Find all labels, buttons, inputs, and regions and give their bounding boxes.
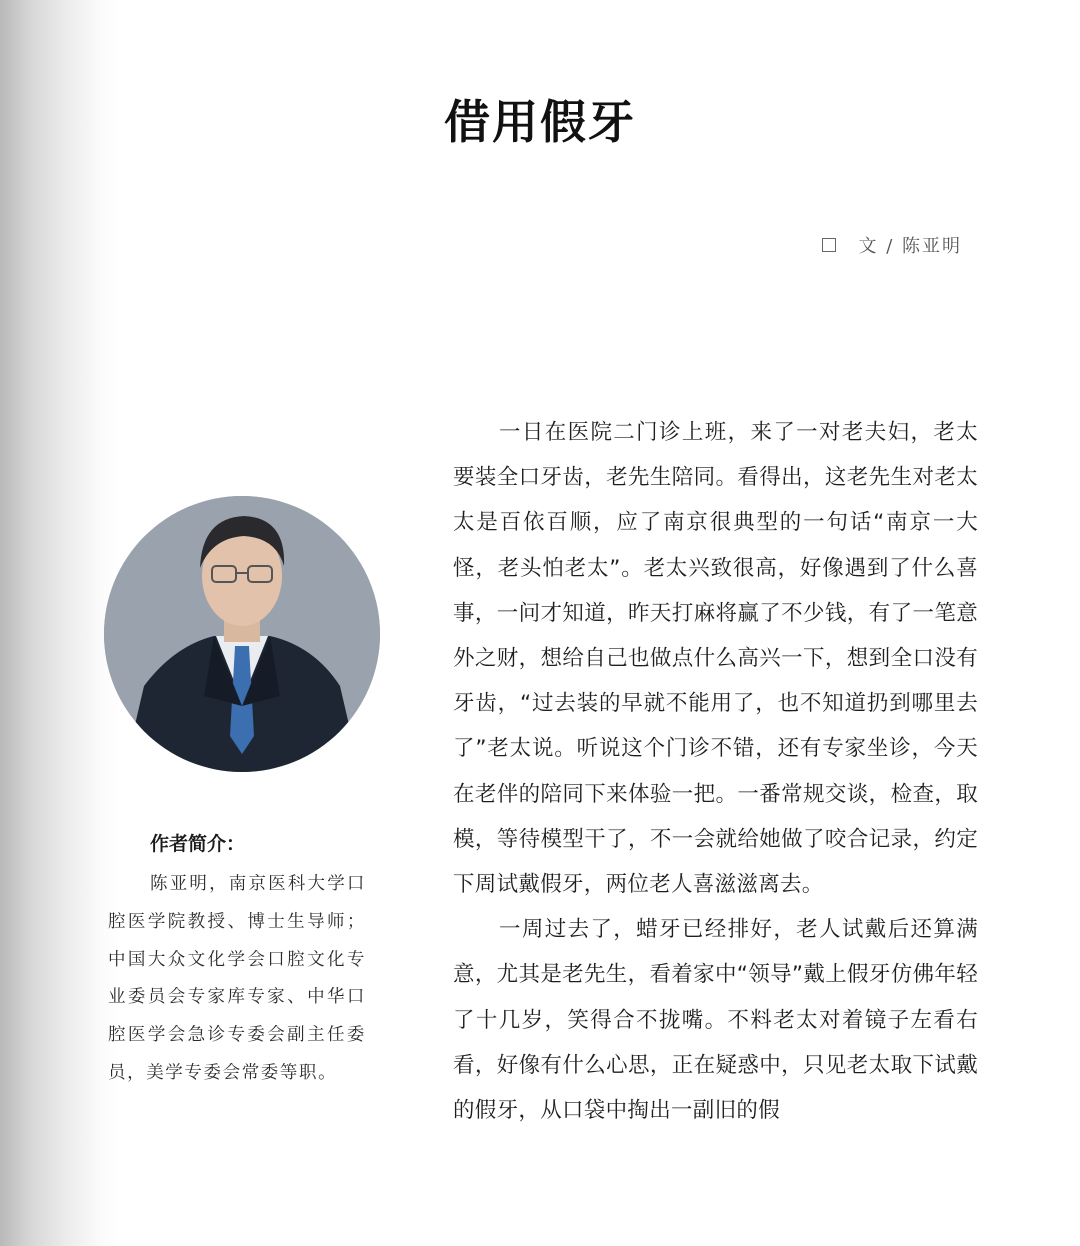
book-spine-shadow xyxy=(0,0,120,1246)
author-photo xyxy=(104,496,380,772)
article-body xyxy=(453,410,978,1133)
article-title: 借用假牙 xyxy=(444,95,636,149)
byline-text: 文 / 陈亚明 xyxy=(858,236,962,257)
author-portrait-illustration xyxy=(104,496,380,772)
body-paragraph: 一周过去了，蜡牙已经排好，老人试戴后还算满意，尤其是老先生，看着家中“领导”戴上假牙仿佛年轻了十几岁，笑得合不拢嘴。不料老太对着镜子左看右看，好像有什么心思，正在疑惑中，只见老太取下试戴的假牙，从口袋中掏出一副旧的假 xyxy=(453,917,978,1124)
author-bio-text: 陈亚明，南京医科大学口腔医学院教授、博士生导师；中国大众文化学会口腔文化专业委员会专家库专家、中华口腔医学会急诊专委会副主任委员，美学专委会常委等职。 xyxy=(108,874,366,1083)
article-byline xyxy=(822,232,962,258)
author-bio-heading: 作者简介： xyxy=(150,833,246,855)
byline-square-icon xyxy=(822,238,836,252)
body-paragraph: 一日在医院二门诊上班，来了一对老夫妇，老太要装全口牙齿，老先生陪同。看得出，这老先生对老太太是百依百顺，应了南京很典型的一句话“南京一大怪，老头怕老太”。老太兴致很高，好像遇到了什么喜事，一问才知道，昨天打麻将赢了不少钱，有了一笔意外之财，想给自己也做点什么高兴一下，想到全口没有牙齿，“过去装的早就不能用了，也不知道扔到哪里去了”老太说。听说这个门诊不错，还有专家坐诊，今天在老伴的陪同下来体验一把。一番常规交谈，检查，取模，等待模型干了，不一会就给她做了咬合记录，约定下周试戴假牙，两位老人喜滋滋离去。 xyxy=(453,420,978,898)
